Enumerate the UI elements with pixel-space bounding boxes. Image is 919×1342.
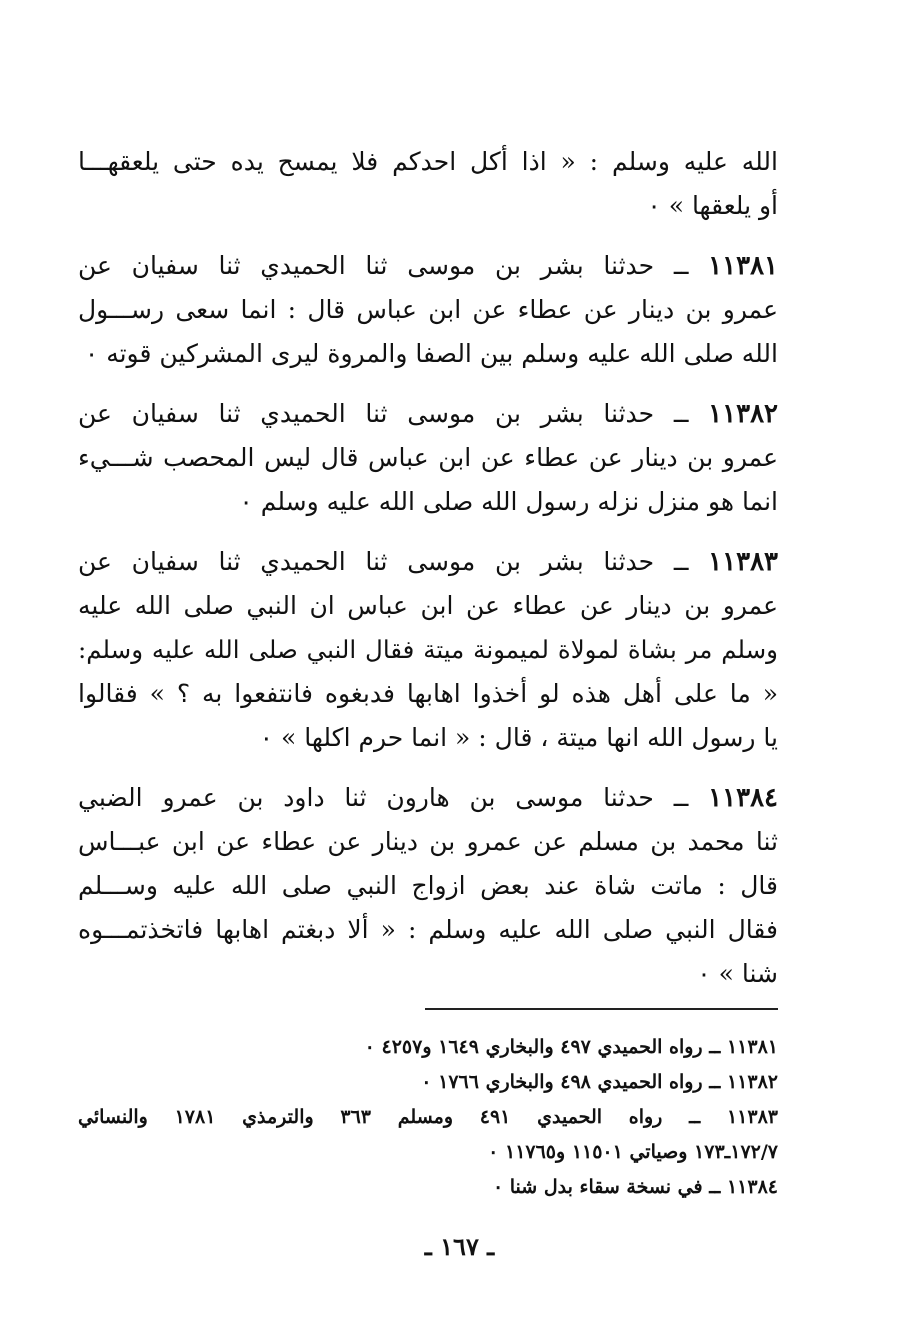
text-line [78, 244, 778, 288]
footnote-line: ١١٣٨٤ ــ في نسخة سقاء بدل شنا ٠ [492, 1176, 778, 1198]
text-line: الله عليه وسلم : « اذا أكل احدكم فلا يمسح يده حتى يلعقهـــا [78, 147, 778, 176]
text-line: عمرو بن دينار عن عطاء عن ابن عباس قال : انما سعى رســـول [78, 295, 778, 324]
page-number: ـ ١٦٧ ـ [424, 1232, 495, 1261]
hadith-11382 [78, 392, 778, 524]
footnote-line: ١١٣٨١ ــ رواه الحميدي ٤٩٧ والبخاري ١٦٤٩ و٤٢٥٧ ٠ [364, 1036, 778, 1058]
text-line: الله صلى الله عليه وسلم بين الصفا والمروة ليرى المشركين قوته ٠ [84, 339, 778, 368]
text-line: قال : ماتت شاة عند بعض ازواج النبي صلى الله عليه وســـلم [78, 871, 778, 900]
text-line: عمرو بن دينار عن عطاء عن ابن عباس قال ليس المحصب شـــيء [78, 443, 778, 472]
text-line: ثنا محمد بن مسلم عن عمرو بن دينار عن عطاء عن ابن عبـــاس [78, 827, 778, 856]
hadith-11384 [78, 776, 778, 996]
hadith-number: ١١٣٨٢ [708, 399, 778, 429]
hadith-11381 [78, 244, 778, 376]
line-text: ــ حدثنا بشر بن موسى ثنا الحميدي ثنا سفيان عن [78, 251, 689, 280]
line-text: ــ حدثنا موسى بن هارون ثنا داود بن عمرو الضبي [78, 783, 689, 812]
text-line: أو يلعقها » ٠ [647, 191, 778, 220]
text-line: وسلم مر بشاة لمولاة لميمونة ميتة فقال النبي صلى الله عليه وسلم: [78, 635, 778, 664]
text-line [78, 776, 778, 820]
line-text: ــ حدثنا بشر بن موسى ثنا الحميدي ثنا سفيان عن [78, 547, 689, 576]
paragraph-continuation [78, 140, 778, 228]
text-line [78, 392, 778, 436]
footnote-line: ١١٣٨٢ ــ رواه الحميدي ٤٩٨ والبخاري ١٧٦٦ ٠ [421, 1071, 778, 1093]
text-line: شنا » ٠ [697, 959, 778, 988]
text-line: يا رسول الله انها ميتة ، قال : « انما حرم اكلها » ٠ [259, 723, 778, 752]
hadith-11383 [78, 540, 778, 760]
main-text [78, 140, 778, 1012]
text-line: « ما على أهل هذه لو أخذوا اهابها فدبغوه فانتفعوا به ؟ » فقالوا [78, 679, 778, 708]
text-line: عمرو بن دينار عن عطاء عن ابن عباس ان النبي صلى الله عليه [78, 591, 778, 620]
footnotes [78, 1030, 778, 1205]
line-text: ــ حدثنا بشر بن موسى ثنا الحميدي ثنا سفيان عن [78, 399, 689, 428]
text-line [78, 540, 778, 584]
footnote-line: ١١٣٨٣ ــ رواه الحميدي ٤٩١ ومسلم ٣٦٣ والترمذي ١٧٨١ والنسائي [78, 1106, 778, 1128]
footnote-divider [425, 1008, 778, 1010]
text-line: فقال النبي صلى الله عليه وسلم : « ألا دبغتم اهابها فاتخذتمـــوه [78, 915, 778, 944]
text-line: انما هو منزل نزله رسول الله صلى الله عليه وسلم ٠ [239, 487, 778, 516]
hadith-number: ١١٣٨٣ [708, 547, 778, 577]
footnote-line: ١٧٢/٧ـ١٧٣ وصياتي ١١٥٠١ و١١٧٦٥ ٠ [488, 1141, 778, 1163]
hadith-number: ١١٣٨٤ [708, 783, 778, 813]
hadith-number: ١١٣٨١ [708, 251, 778, 281]
